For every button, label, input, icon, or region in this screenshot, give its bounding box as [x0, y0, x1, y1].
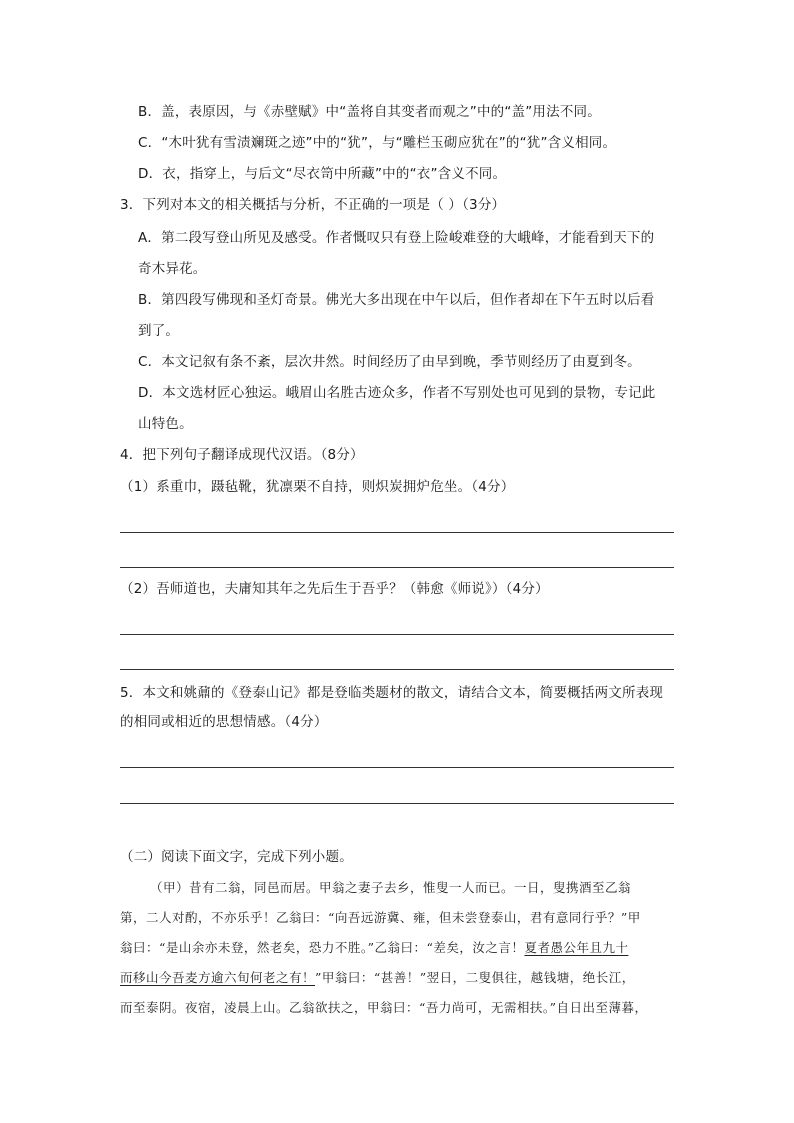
q4-sentence-2: （2）吾师道也，夫庸知其年之先后生于吾乎？（韩愈《师说》）（4分） [120, 581, 549, 597]
q4-2-answer-line-2 [120, 669, 674, 670]
q5-answer-line-2 [120, 803, 674, 804]
q3-stem: 3．下列对本文的相关概括与分析，不正确的一项是（ ）（3分） [120, 197, 506, 213]
q5-answer-line-1 [120, 767, 674, 768]
q3-option-b-line1: B．第四段写佛现和圣灯奇景。佛光大多出现在中午以后，但作者却在下午五时以后看 [138, 292, 655, 308]
q4-1-answer-line-2 [120, 567, 674, 568]
passage-underlined-2: 而移山今吾麦方逾六旬何老之有！ [120, 970, 316, 985]
q3-option-a-line2: 奇木异花。 [138, 261, 207, 277]
section2-heading: （二）阅读下面文字，完成下列小题。 [120, 849, 353, 865]
q3-option-b-line2: 到了。 [138, 323, 180, 339]
passage-line-1: （甲）昔有二翁，同邑而居。甲翁之妻子去乡，惟叟一人而已。一日，叟携酒至乙翁 [150, 880, 632, 895]
q3-option-d-line1: D．本文选材匠心独运。峨眉山名胜古迹众多，作者不写别处也可见到的景物，专记此 [138, 385, 656, 401]
q5-stem-line2: 的相同或相近的思想情感。（4分） [120, 714, 328, 730]
passage-line-5: 而至泰阴。夜宿，凌晨上山。乙翁欲扶之，甲翁曰：“吾力尚可，无需相扶。”自日出至薄暮， [120, 1000, 648, 1015]
q3-option-d-line2: 山特色。 [138, 416, 193, 432]
passage-line-4-text: ”甲翁曰：“甚善！”翌日，二叟俱往，越钱塘，绝长江， [315, 970, 635, 985]
q5-stem-line1: 5．本文和姚鼐的《登泰山记》都是登临类题材的散文，请结合文本，简要概括两文所表现 [120, 685, 664, 701]
passage-line-3-text: 翁曰：“是山余亦未登，然老矣，恐力不胜。”乙翁曰：“差矣，汝之言！ [120, 940, 525, 955]
q4-1-answer-line-1 [120, 532, 674, 533]
q4-2-answer-line-1 [120, 634, 674, 635]
q4-sentence-1: （1）系重巾，蹑毡靴，犹凛栗不自持，则炽炭拥炉危坐。（4分） [120, 479, 515, 495]
q2-option-d: D．衣，指穿上，与后文“尽衣笥中所藏”中的“衣”含义不同。 [138, 166, 507, 182]
q2-option-b: B．盖，表原因，与《赤壁赋》中“盖将自其变者而观之”中的“盖”用法不同。 [138, 104, 601, 120]
q2-option-c: C．“木叶犹有雪渍斓斑之迹”中的“犹”，与“雕栏玉砌应犹在”的“犹”含义相同。 [138, 135, 617, 151]
passage-line-3 [120, 939, 628, 957]
passage-underlined-1: 夏者愚公年且九十 [524, 940, 629, 955]
q3-option-c: C．本文记叙有条不紊，层次井然。时间经历了由早到晚，季节则经历了由夏到冬。 [138, 354, 641, 370]
passage-line-4 [120, 969, 635, 987]
q4-stem: 4．把下列句子翻译成现代汉语。（8分） [120, 447, 364, 463]
passage-line-2: 第，二人对酌，不亦乐乎！乙翁曰：“向吾远游冀、雍，但未尝登泰山，君有意同行乎？”甲 [120, 910, 641, 925]
q3-option-a-line1: A．第二段写登山所见及感受。作者慨叹只有登上险峻难登的大峨峰，才能看到天下的 [138, 230, 655, 246]
